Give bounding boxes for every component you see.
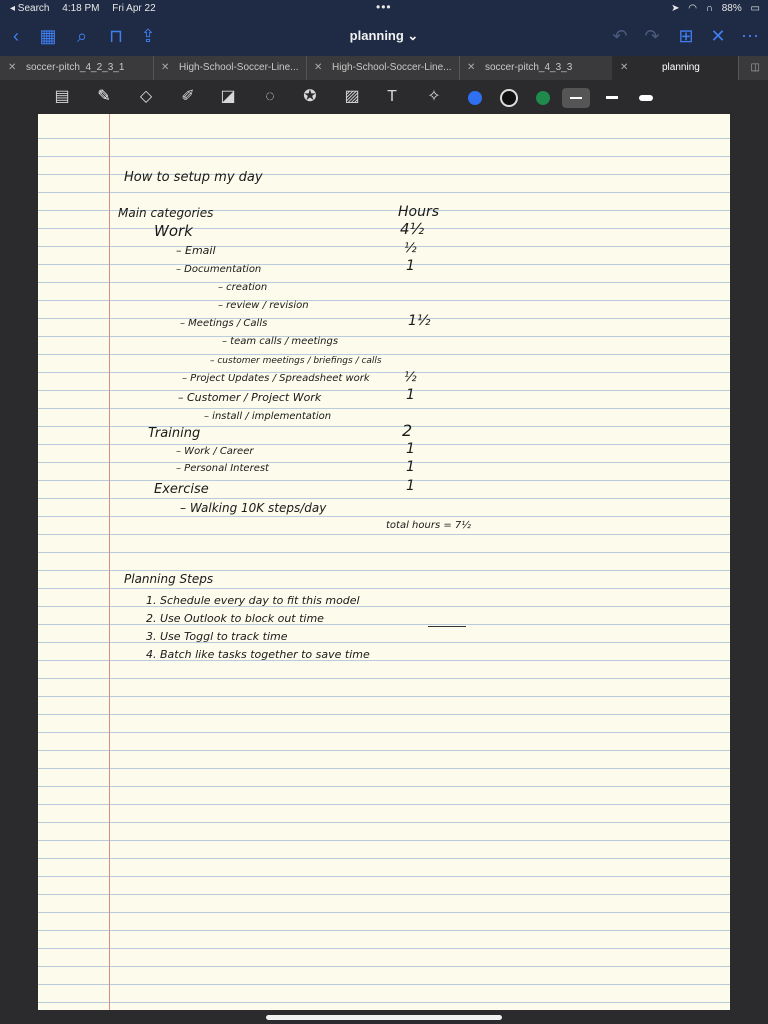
row-personal-interest: – Personal Interest xyxy=(176,463,269,474)
stroke-thick-button[interactable] xyxy=(632,88,660,108)
tab-label: planning xyxy=(662,62,700,73)
location-icon: ➤ xyxy=(671,3,680,14)
total-hours: total hours = 7½ xyxy=(386,520,471,531)
hours-label: Hours xyxy=(398,204,440,220)
stroke-medium-button[interactable] xyxy=(598,88,626,108)
navigation-bar xyxy=(0,18,768,56)
hours-training: 2 xyxy=(402,421,413,440)
row-team-calls: – team calls / meetings xyxy=(222,336,339,347)
row-email: – Email xyxy=(176,244,216,257)
hours-work: 4½ xyxy=(400,220,425,238)
stroke-thin-button[interactable] xyxy=(562,88,590,108)
text-tool-icon[interactable]: T xyxy=(387,88,397,105)
eraser-icon[interactable]: ◇ xyxy=(139,88,153,105)
back-to-search-link[interactable]: ◂ Search xyxy=(10,3,50,14)
stroke-thin-preview xyxy=(570,97,582,99)
wifi-icon: ◠ xyxy=(688,3,697,14)
tab-high-school-soccer-2[interactable] xyxy=(306,56,460,80)
add-page-icon[interactable]: ⊞ xyxy=(678,26,694,46)
grid-icon[interactable]: ▦ xyxy=(39,26,57,46)
row-walking: – Walking 10K steps/day xyxy=(180,501,327,515)
tab-label: High-School-Soccer-Line... xyxy=(332,62,452,73)
tab-close-icon[interactable]: ✕ xyxy=(161,62,170,73)
document-tabs xyxy=(0,56,768,80)
row-review: – review / revision xyxy=(218,300,309,311)
color-green-swatch[interactable] xyxy=(536,91,550,105)
image-icon[interactable]: ▨ xyxy=(344,88,360,105)
row-meetings: – Meetings / Calls xyxy=(180,318,268,329)
battery-icon: ▭ xyxy=(750,3,760,14)
color-black-swatch[interactable] xyxy=(500,89,518,107)
undo-icon[interactable]: ↶ xyxy=(612,26,628,46)
tab-close-icon[interactable]: ✕ xyxy=(467,62,476,73)
row-exercise: Exercise xyxy=(154,482,209,497)
status-time: 4:18 PM xyxy=(62,3,100,14)
hours-documentation: 1 xyxy=(406,258,415,274)
note-heading: How to setup my day xyxy=(124,170,263,185)
planning-heading: Planning Steps xyxy=(124,572,214,586)
share-icon[interactable]: ⇪ xyxy=(140,26,156,46)
stroke-medium-preview xyxy=(606,96,618,99)
hours-customer-work: 1 xyxy=(406,387,415,403)
row-training: Training xyxy=(148,426,201,441)
hours-exercise: 1 xyxy=(406,478,415,494)
tab-close-icon[interactable]: ✕ xyxy=(620,62,629,73)
hours-project-updates: ½ xyxy=(404,370,417,385)
planning-step-3: 3. Use Toggl to track time xyxy=(146,630,288,643)
hours-meetings: 1½ xyxy=(408,313,431,329)
search-icon[interactable]: ⌕ xyxy=(76,26,88,46)
margin-line xyxy=(109,114,110,1010)
color-blue-swatch[interactable] xyxy=(468,91,482,105)
categories-label: Main categories xyxy=(118,206,214,220)
battery-percent: 88% xyxy=(721,3,742,14)
tab-label: High-School-Soccer-Line... xyxy=(179,62,299,73)
bookmark-icon[interactable]: ⊓ xyxy=(108,26,124,46)
home-indicator[interactable] xyxy=(266,1015,502,1020)
tab-close-icon[interactable]: ✕ xyxy=(8,62,17,73)
tab-soccer-pitch-433[interactable] xyxy=(459,56,613,80)
drawing-toolbar xyxy=(0,80,768,114)
note-page[interactable] xyxy=(38,114,730,1010)
headphones-icon: ∩ xyxy=(705,3,713,14)
row-customer-work: – Customer / Project Work xyxy=(178,391,322,404)
stroke-thick-preview xyxy=(639,95,653,101)
row-documentation: – Documentation xyxy=(176,264,262,275)
tab-soccer-pitch-4231[interactable] xyxy=(0,56,154,80)
row-creation: – creation xyxy=(218,282,268,293)
tab-close-icon[interactable]: ✕ xyxy=(314,62,323,73)
row-work-career: – Work / Career xyxy=(176,446,254,457)
row-install: – install / implementation xyxy=(204,411,332,422)
close-icon[interactable]: ✕ xyxy=(710,26,726,46)
hours-email: ½ xyxy=(404,241,417,256)
total-underline xyxy=(428,626,466,627)
status-bar xyxy=(0,0,768,18)
lasso-icon[interactable]: ◌ xyxy=(265,88,275,105)
chevron-left-icon[interactable]: ‹ xyxy=(13,26,19,46)
hours-work-career: 1 xyxy=(406,441,415,457)
elements-icon[interactable]: ✪ xyxy=(303,88,317,105)
row-customer-meetings: – customer meetings / briefings / calls xyxy=(210,356,382,366)
read-mode-icon[interactable]: ▤ xyxy=(54,88,70,105)
tab-high-school-soccer-1[interactable] xyxy=(153,56,307,80)
more-icon[interactable]: ⋯ xyxy=(741,26,759,46)
planning-step-2: 2. Use Outlook to block out time xyxy=(146,612,324,625)
planning-step-1: 1. Schedule every day to fit this model xyxy=(146,594,360,607)
laser-pointer-icon[interactable]: ✧ xyxy=(427,88,441,105)
highlighter-icon[interactable]: ✐ xyxy=(181,88,195,105)
redo-icon[interactable]: ↷ xyxy=(644,26,660,46)
status-date: Fri Apr 22 xyxy=(112,3,156,14)
shapes-icon[interactable]: ◪ xyxy=(220,88,236,105)
tab-planning[interactable] xyxy=(612,56,739,80)
split-view-icon[interactable]: ◫ xyxy=(750,62,760,73)
row-work: Work xyxy=(154,222,193,240)
hours-personal-interest: 1 xyxy=(406,459,415,475)
pen-icon[interactable]: ✎ xyxy=(97,88,111,105)
document-title[interactable]: planning ⌄ xyxy=(349,28,419,43)
planning-step-4: 4. Batch like tasks together to save time xyxy=(146,648,370,661)
row-project-updates: – Project Updates / Spreadsheet work xyxy=(182,373,370,384)
multitasking-dots[interactable]: ••• xyxy=(376,0,392,14)
tab-label: soccer-pitch_4_2_3_1 xyxy=(26,62,125,73)
tab-label: soccer-pitch_4_3_3 xyxy=(485,62,573,73)
